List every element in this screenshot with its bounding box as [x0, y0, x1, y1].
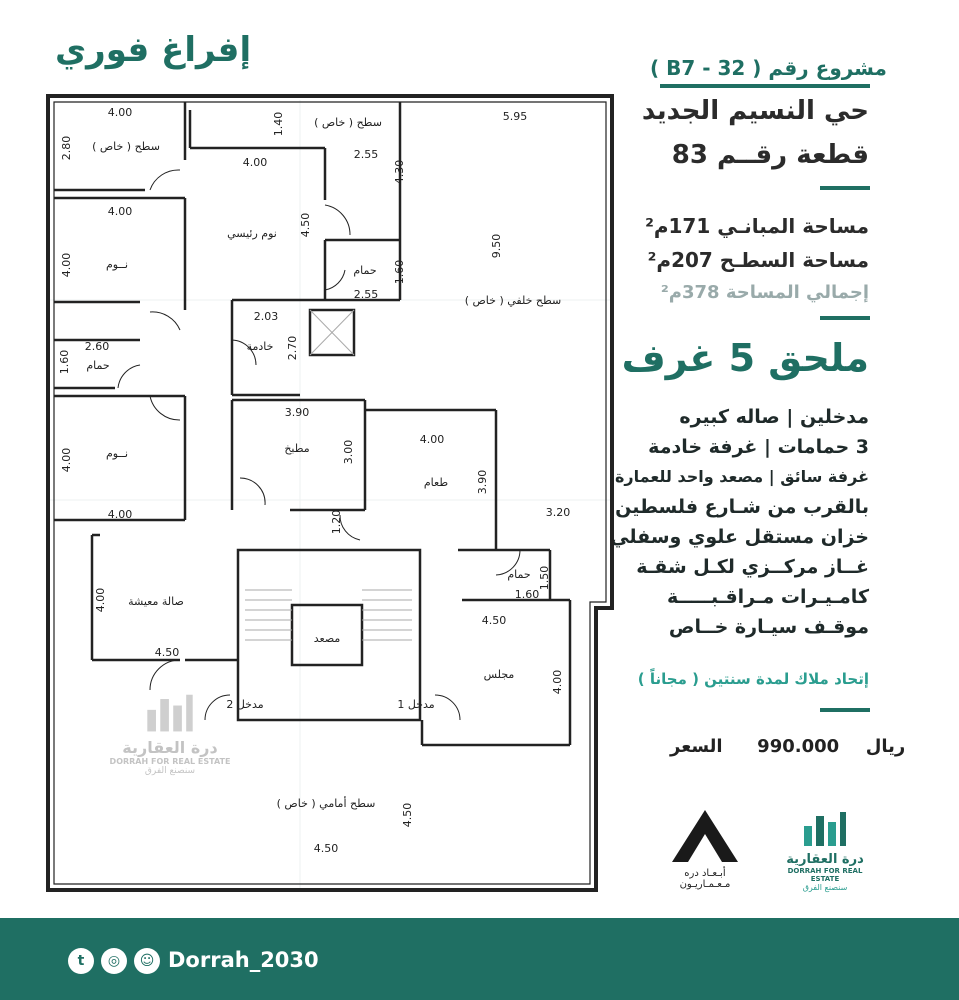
room-label: حمام	[353, 264, 377, 277]
dimension: 4.00	[60, 252, 73, 278]
district-name: حي النسيم الجديد	[641, 96, 869, 126]
dimension: 5.95	[502, 110, 528, 123]
price-label: السعر	[670, 736, 723, 757]
company-name-en: DORRAH FOR REAL ESTATE	[787, 867, 863, 883]
divider	[660, 84, 870, 88]
architect-name-2: مـعـمـاريـون	[679, 879, 731, 890]
footer-bar	[0, 918, 959, 1000]
room-label: سطح ( خاص )	[314, 116, 382, 129]
dimension: 2.80	[60, 135, 73, 161]
plot-number: قطعة رقــم 83	[671, 140, 869, 170]
feature-item: موقـف سيـارة خــاص	[668, 616, 869, 638]
room-label: مصعد	[313, 632, 341, 645]
room-label: نــوم	[106, 258, 128, 271]
total-area: إجمالي المساحة 378م²	[660, 282, 869, 303]
room-label: مدخل 1	[397, 698, 435, 711]
company-name-ar: درة العقارية	[786, 852, 864, 867]
floor-plan	[40, 92, 615, 898]
watermark-logo	[105, 690, 235, 776]
dimension: 2.55	[353, 288, 379, 301]
room-label: نوم رئيسي	[227, 227, 277, 240]
dimension: 1.60	[514, 588, 540, 601]
room-label: حمام	[507, 568, 531, 581]
company-logo	[775, 808, 875, 892]
instant-transfer-badge: إفراغ فوري	[55, 30, 252, 70]
room-label: صالة معيشة	[128, 595, 184, 608]
room-label: مدخل 2	[226, 698, 264, 711]
feature-item: غرفة سائق | مصعد واحد للعمارة	[614, 467, 869, 486]
dimension: 1.20	[330, 509, 343, 535]
dimension: 4.00	[551, 669, 564, 695]
dimension: 2.60	[84, 340, 110, 353]
feature-item: غــاز مركــزي لكـل شقـة	[636, 556, 869, 578]
price-currency: ريال	[865, 736, 906, 757]
room-label: مطبخ	[284, 442, 310, 455]
dimension: 3.90	[476, 469, 489, 495]
room-label: سطح أمامي ( خاص )	[276, 797, 376, 810]
snapchat-icon[interactable]: ☺	[134, 948, 160, 974]
room-label: طعام	[423, 476, 449, 489]
feature-item: بالقرب من شـارع فلسطين	[615, 496, 869, 518]
architect-name-1: أبـعـاد دره	[684, 868, 726, 879]
dimension: 4.50	[154, 646, 180, 659]
architect-logo	[665, 808, 745, 890]
owners-union-note: إتحاد ملاك لمدة سنتين ( مجاناً )	[637, 670, 869, 688]
room-label: مجلس	[483, 668, 515, 681]
room-label: خادمة	[246, 340, 274, 353]
dimension: 3.00	[342, 439, 355, 465]
roof-area: مساحة السطـح 207م²	[647, 248, 869, 272]
room-label: حمام	[86, 359, 110, 372]
dimension: 3.20	[545, 506, 571, 519]
price-row	[670, 736, 906, 757]
dimension: 4.50	[401, 802, 414, 828]
company-mark-icon	[143, 690, 197, 734]
dimension: 1.40	[272, 111, 285, 137]
dimension: 2.03	[253, 310, 279, 323]
dimension: 4.00	[94, 587, 107, 613]
room-label: سطح ( خاص )	[92, 140, 160, 153]
feature-item: خزان مستقل علوي وسفلي	[610, 526, 869, 548]
feature-item: مدخلين | صاله كبيره	[679, 406, 869, 428]
features-list	[610, 402, 869, 642]
dimension: 9.50	[490, 233, 503, 259]
watermark-name-ar: درة العقارية	[122, 738, 218, 757]
dimension: 4.00	[60, 447, 73, 473]
annex-rooms: ملحق 5 غرف	[621, 336, 869, 380]
company-mark-icon	[800, 808, 850, 848]
feature-item: كامـيـرات مـراقـبـــــة	[666, 586, 869, 608]
social-handle[interactable]: Dorrah_2030	[168, 948, 319, 972]
price-value: 990.000	[757, 736, 840, 757]
twitter-icon[interactable]: t	[68, 948, 94, 974]
watermark-slogan: سنصنع الفرق	[144, 766, 196, 776]
dimension: 4.00	[242, 156, 268, 169]
dimension: 4.00	[107, 205, 133, 218]
room-label: سطح خلفي ( خاص )	[464, 294, 562, 307]
dimension: 1.60	[393, 259, 406, 285]
divider	[820, 186, 870, 190]
triangle-logo-icon	[670, 808, 740, 864]
building-area: مساحة المبانـي 171م²	[645, 214, 869, 238]
dimension: 2.70	[286, 335, 299, 361]
dimension: 1.50	[538, 565, 551, 591]
company-slogan: سنصنع الفرق	[802, 883, 848, 892]
dimension: 3.90	[284, 406, 310, 419]
dimension: 4.50	[481, 614, 507, 627]
watermark-name-en: DORRAH FOR REAL ESTATE	[109, 757, 231, 766]
instagram-icon[interactable]: ◎	[101, 948, 127, 974]
project-number: مشروع رقم ( B7 - 32 )	[650, 56, 887, 80]
dimension: 1.60	[58, 349, 71, 375]
divider	[820, 708, 870, 712]
feature-item: 3 حمامات | غرفة خادمة	[648, 436, 869, 458]
dimension: 4.00	[107, 106, 133, 119]
divider	[820, 316, 870, 320]
dimension: 4.00	[419, 433, 445, 446]
dimension: 4.50	[313, 842, 339, 855]
dimension: 2.55	[353, 148, 379, 161]
dimension: 4.00	[107, 508, 133, 521]
room-label: نــوم	[106, 447, 128, 460]
dimension: 4.30	[393, 159, 406, 185]
dimension: 4.50	[299, 212, 312, 238]
